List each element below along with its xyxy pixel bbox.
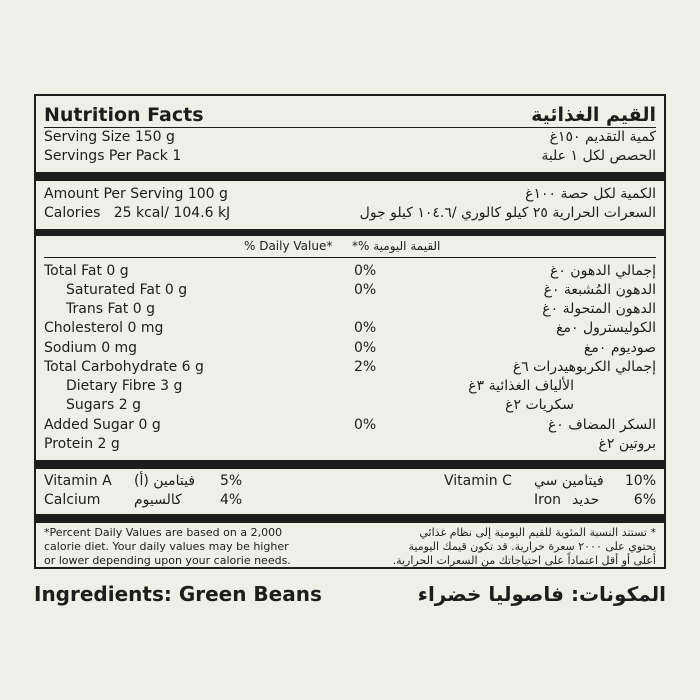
nutrient-name-en: Sugars 2 g <box>66 397 141 413</box>
nutrient-row-added-sugar <box>44 416 656 435</box>
serving-size-row <box>44 128 656 147</box>
thick-divider <box>36 172 664 181</box>
nutrient-row-cholesterol <box>44 319 656 338</box>
title-en: Nutrition Facts <box>44 104 204 126</box>
nutrient-name-ar: سكريات ٢غ <box>505 397 574 413</box>
footnote-ar-line: أعلى أو أقل اعتماداً على احتياجاتك من السعرات الحرارية. <box>392 554 656 567</box>
nutrient-row-sodium <box>44 339 656 358</box>
servings-per-pack-en: Servings Per Pack 1 <box>44 148 182 164</box>
nutrient-row-protein <box>44 435 656 454</box>
nutrient-name-en: Dietary Fibre 3 g <box>66 378 183 394</box>
footnote-ar-line: * تستند النسبة المئوية للقيم اليومية إلى نظام غذائي <box>419 526 656 539</box>
nutrition-label <box>34 94 666 569</box>
calcium-ar: كالسيوم <box>134 492 182 508</box>
ingredients-en: Ingredients: Green Beans <box>34 582 322 606</box>
nutrient-name-en: Total Fat 0 g <box>44 263 129 279</box>
nutrient-percent: 0% <box>354 282 377 298</box>
nutrient-row-trans-fat <box>44 300 656 319</box>
nutrient-name-en: Total Carbohydrate 6 g <box>44 359 204 375</box>
nutrient-row-dietary-fibre <box>44 377 656 396</box>
vitamin-c-percent: 10% <box>624 473 656 489</box>
servings-per-pack-row <box>44 147 656 166</box>
calories-row <box>44 204 656 223</box>
serving-size-en: Serving Size 150 g <box>44 129 175 145</box>
daily-value-header-en: % Daily Value* <box>244 239 333 253</box>
nutrient-row-total-carbohydrate <box>44 358 656 377</box>
nutrient-name-ar: الكوليسترول ٠مغ <box>556 320 656 336</box>
calories-ar: السعرات الحرارية ٢٥ كيلو كالوري /١٠٤.٦ كيلو جول <box>359 205 656 221</box>
serving-size-ar: كمية التقديم ١٥٠غ <box>549 129 656 145</box>
amount-per-serving-en: Amount Per Serving 100 g <box>44 186 228 202</box>
nutrient-name-ar: إجمالي الكربوهيدرات ٦غ <box>512 359 656 375</box>
vitamin-row-1 <box>44 472 656 491</box>
vitamin-a-ar: فيتامين (أ) <box>134 473 196 489</box>
nutrient-row-saturated-fat <box>44 281 656 300</box>
vitamin-a-percent: 5% <box>220 473 243 489</box>
iron-percent: 6% <box>633 492 656 508</box>
divider <box>44 257 656 258</box>
footnote-en-line: *Percent Daily Values are based on a 2,000 <box>44 526 283 539</box>
calories-en: Calories 25 kcal/ 104.6 kJ <box>44 205 231 221</box>
footnote-en <box>44 526 334 568</box>
nutrient-percent: 0% <box>354 340 377 356</box>
nutrient-percent: 0% <box>354 263 377 279</box>
nutrient-name-en: Saturated Fat 0 g <box>66 282 188 298</box>
vitamin-row-2 <box>44 491 656 510</box>
footnote-en-line: or lower depending upon your calorie needs. <box>44 554 291 567</box>
nutrient-row-total-fat <box>44 262 656 281</box>
footnote-en-line: calorie diet. Your daily values may be higher <box>44 540 289 553</box>
daily-value-header-ar: القيمة اليومية %* <box>352 239 441 253</box>
nutrient-name-ar: السكر المضاف ٠غ <box>547 417 656 433</box>
nutrient-name-en: Cholesterol 0 mg <box>44 320 164 336</box>
nutrient-name-en: Trans Fat 0 g <box>66 301 155 317</box>
nutrient-name-en: Protein 2 g <box>44 436 120 452</box>
nutrient-name-en: Added Sugar 0 g <box>44 417 161 433</box>
vitamin-a-en: Vitamin A <box>44 473 112 489</box>
amount-per-serving-row <box>44 185 656 204</box>
thick-divider <box>36 229 664 236</box>
nutrient-percent: 0% <box>354 320 377 336</box>
nutrient-name-en: Sodium 0 mg <box>44 340 138 356</box>
vitamin-c-ar: فيتامين سي <box>534 473 604 489</box>
nutrient-name-ar: إجمالي الدهون ٠غ <box>549 263 656 279</box>
servings-per-pack-ar: الحصص لكل ١ علبة <box>541 148 656 164</box>
calcium-en: Calcium <box>44 492 101 508</box>
nutrient-name-ar: صوديوم ٠مغ <box>583 340 656 356</box>
footnote-ar <box>356 526 656 568</box>
nutrient-percent: 2% <box>354 359 377 375</box>
nutrient-percent: 0% <box>354 417 377 433</box>
daily-value-header <box>44 237 656 256</box>
title-ar: القيم الغذائية <box>531 104 656 126</box>
nutrient-row-sugars <box>44 396 656 415</box>
nutrient-name-ar: الألياف الغذائية ٣غ <box>468 378 574 394</box>
vitamin-c-en: Vitamin C <box>444 473 512 489</box>
footnote-ar-line: يحتوي على ٢٠٠٠ سعرة حرارية. قد تكون قيمك اليومية <box>408 540 656 553</box>
label-title-row <box>44 102 656 128</box>
thick-divider <box>36 514 664 523</box>
thick-divider <box>36 460 664 469</box>
nutrient-name-ar: الدهون المتحولة ٠غ <box>542 301 656 317</box>
iron-ar: حديد <box>572 492 600 508</box>
ingredients-ar: المكونات: فاصوليا خضراء <box>417 582 666 606</box>
calcium-percent: 4% <box>220 492 243 508</box>
nutrient-name-ar: بروتين ٢غ <box>598 436 656 452</box>
nutrient-name-ar: الدهون المُشبعة ٠غ <box>543 282 656 298</box>
amount-per-serving-ar: الكمية لكل حصة ١٠٠غ <box>525 186 656 202</box>
iron-en: Iron <box>534 492 562 508</box>
